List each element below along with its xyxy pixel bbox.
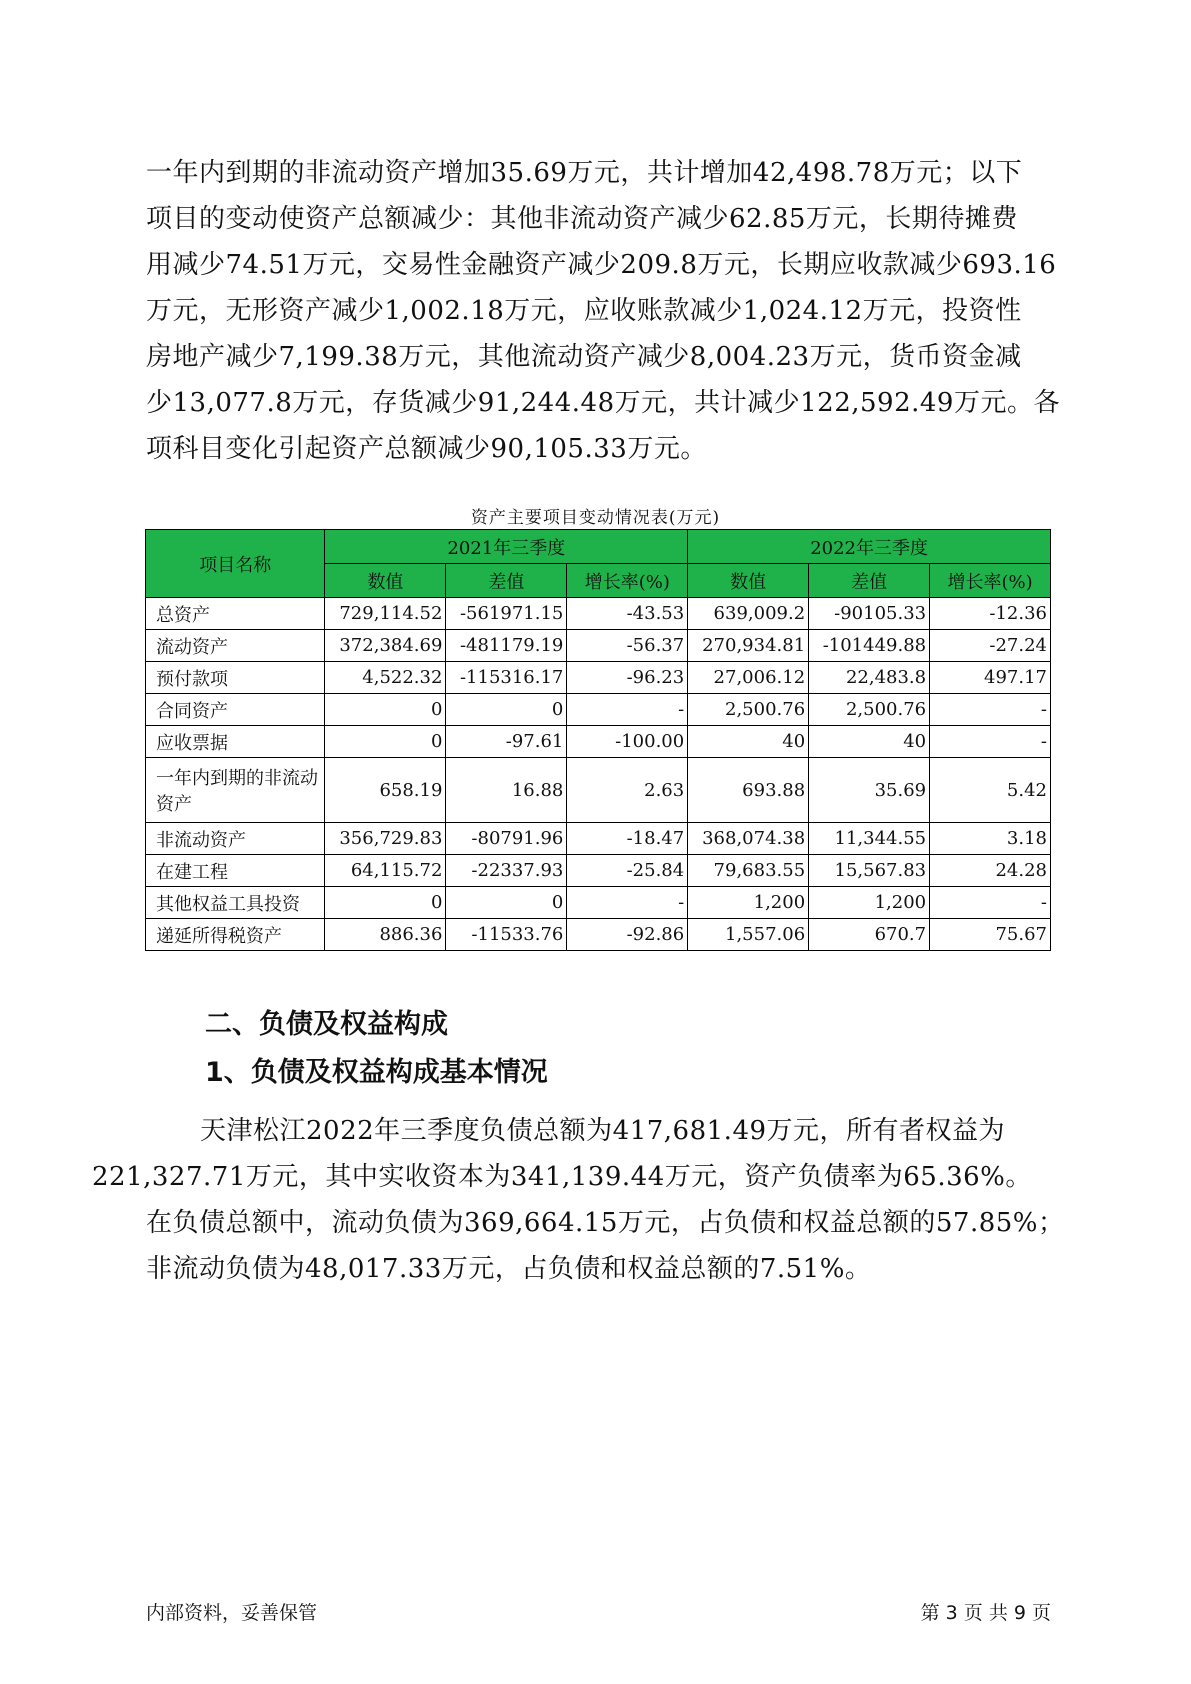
row-label: 一年内到期的非流动资产 [146,758,325,823]
table-row [146,630,1051,662]
subsection-heading: 1、负债及权益构成基本情况 [205,1057,548,1088]
row-label: 其他权益工具投资 [146,887,325,919]
text-line: 一年内到期的非流动资产增加35.69万元，共计增加42,498.78万元；以下 [146,158,1023,188]
row-label: 流动资产 [146,630,325,662]
table-header-row [146,530,1051,564]
table-row [146,823,1051,855]
table-cell: -115316.17 [446,662,567,694]
table-cell: 5.42 [930,758,1051,823]
table-cell: 0 [446,694,567,726]
page-number: 第 3 页 共 9 页 [920,1602,1051,1624]
text-line: 在负债总额中，流动负债为369,664.15万元，占负债和权益总额的57.85%； [146,1208,1065,1238]
table-cell: -101449.88 [809,630,930,662]
text-line: 项目的变动使资产总额减少：其他非流动资产减少62.85万元，长期待摊费 [146,204,1018,234]
table-cell: 22,483.8 [809,662,930,694]
table-cell: -22337.93 [446,855,567,887]
row-label: 应收票据 [146,726,325,758]
table-cell: -481179.19 [446,630,567,662]
table-cell: -18.47 [567,823,688,855]
table-cell: 11,344.55 [809,823,930,855]
column-header-value: 数值 [325,564,446,598]
table-row [146,919,1051,951]
table-cell: 0 [446,887,567,919]
table-cell: 1,557.06 [688,919,809,951]
table-cell: -56.37 [567,630,688,662]
table-cell: 729,114.52 [325,598,446,630]
confidential-notice: 内部资料，妥善保管 [146,1602,318,1624]
column-header-item-name: 项目名称 [146,530,325,598]
table-cell: - [930,887,1051,919]
table-cell: - [930,694,1051,726]
table-cell: -97.61 [446,726,567,758]
table-row [146,662,1051,694]
table-cell: 40 [688,726,809,758]
row-label: 总资产 [146,598,325,630]
table-row [146,694,1051,726]
column-header-difference: 差值 [809,564,930,598]
table-cell: 40 [809,726,930,758]
table-row [146,758,1051,823]
table-cell: -96.23 [567,662,688,694]
table-cell: -11533.76 [446,919,567,951]
table-cell: 372,384.69 [325,630,446,662]
text-line: 少13,077.8万元，存货减少91,244.48万元，共计减少122,592.49万元。各 [146,388,1060,418]
text-line: 用减少74.51万元，交易性金融资产减少209.8万元，长期应收款减少693.16 [146,250,1057,280]
column-header-period-2022: 2022年三季度 [688,530,1051,564]
table-cell: -27.24 [930,630,1051,662]
table-row [146,887,1051,919]
table-cell: 4,522.32 [325,662,446,694]
table-cell: 1,200 [809,887,930,919]
table-row [146,855,1051,887]
table-cell: -12.36 [930,598,1051,630]
row-label: 在建工程 [146,855,325,887]
row-label: 预付款项 [146,662,325,694]
table-cell: 693.88 [688,758,809,823]
table-cell: 16.88 [446,758,567,823]
column-header-growth-rate: 增长率(%) [930,564,1051,598]
text-line: 项科目变化引起资产总额减少90,105.33万元。 [146,434,707,464]
table-cell: 270,934.81 [688,630,809,662]
table-cell: - [567,694,688,726]
column-header-difference: 差值 [446,564,567,598]
text-line: 221,327.71万元，其中实收资本为341,139.44万元，资产负债率为65.36%。 [92,1162,1032,1192]
table-cell: 35.69 [809,758,930,823]
table-cell: 497.17 [930,662,1051,694]
table-cell: 64,115.72 [325,855,446,887]
table-cell: - [930,726,1051,758]
table-cell: 3.18 [930,823,1051,855]
table-caption: 资产主要项目变动情况表(万元) [470,508,721,528]
table-cell: 1,200 [688,887,809,919]
text-line: 万元，无形资产减少1,002.18万元，应收账款减少1,024.12万元，投资性 [146,296,1022,326]
table-cell: -92.86 [567,919,688,951]
table-cell: -561971.15 [446,598,567,630]
row-label: 非流动资产 [146,823,325,855]
column-header-growth-rate: 增长率(%) [567,564,688,598]
table-cell: 79,683.55 [688,855,809,887]
table-cell: 2.63 [567,758,688,823]
column-header-value: 数值 [688,564,809,598]
row-label: 递延所得税资产 [146,919,325,951]
table-cell: -90105.33 [809,598,930,630]
table-row [146,598,1051,630]
table-cell: 639,009.2 [688,598,809,630]
table-cell: -43.53 [567,598,688,630]
table-cell: 368,074.38 [688,823,809,855]
table-cell: -100.00 [567,726,688,758]
table-cell: 0 [325,887,446,919]
table-cell: 356,729.83 [325,823,446,855]
row-label: 合同资产 [146,694,325,726]
column-header-period-2021: 2021年三季度 [325,530,688,564]
table-cell: 27,006.12 [688,662,809,694]
table-row [146,726,1051,758]
table-cell: -80791.96 [446,823,567,855]
table-cell: 2,500.76 [809,694,930,726]
text-line: 天津松江2022年三季度负债总额为417,681.49万元，所有者权益为 [200,1116,1006,1146]
text-line: 非流动负债为48,017.33万元，占负债和权益总额的7.51%。 [146,1254,872,1284]
table-cell: 2,500.76 [688,694,809,726]
table-cell: 670.7 [809,919,930,951]
table-cell: 886.36 [325,919,446,951]
table-cell: -25.84 [567,855,688,887]
table-cell: 75.67 [930,919,1051,951]
table-cell: - [567,887,688,919]
liabilities-paragraph [92,1108,1065,1292]
assets-change-paragraph [146,150,1060,472]
table-cell: 24.28 [930,855,1051,887]
table-cell: 0 [325,726,446,758]
asset-change-table [145,529,1051,951]
text-line: 房地产减少7,199.38万元，其他流动资产减少8,004.23万元，货币资金减 [146,342,1022,372]
table-cell: 0 [325,694,446,726]
table-cell: 658.19 [325,758,446,823]
table-cell: 15,567.83 [809,855,930,887]
section-heading: 二、负债及权益构成 [205,1009,448,1040]
